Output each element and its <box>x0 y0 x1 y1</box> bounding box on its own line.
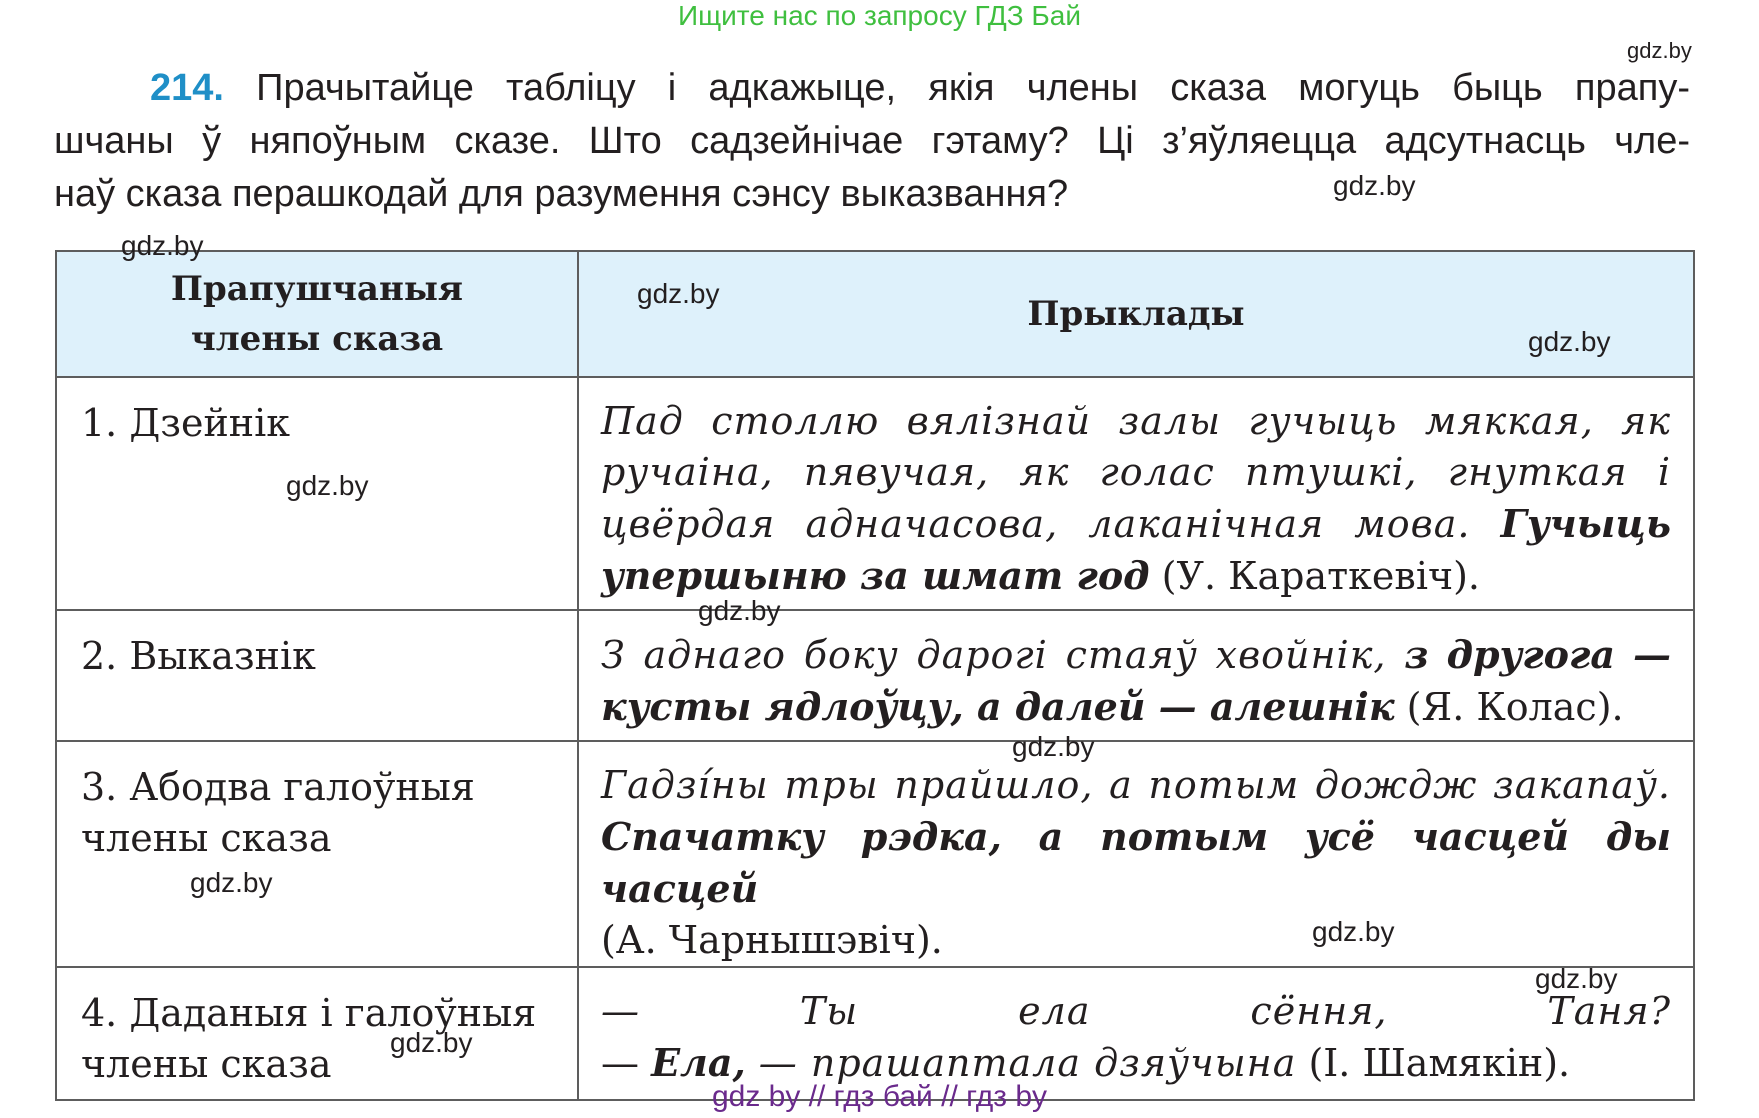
examples-table <box>55 250 1695 1101</box>
watermark: gdz.by <box>1312 916 1395 947</box>
watermark: gdz.by <box>1528 326 1611 357</box>
watermark: gdz.by <box>1333 170 1416 201</box>
watermark: gdz.by <box>1627 38 1692 63</box>
example-source: (У. Караткевіч). <box>1149 554 1480 598</box>
table-row <box>56 741 1694 967</box>
task-number: 214. <box>150 67 224 109</box>
member-cell: 4. Даданыя і галоўныя члены сказа <box>56 967 578 1100</box>
example-source: — <box>600 1041 652 1085</box>
example-text: ручаіна, пявучая, як голас птушкі, гнуткая і <box>600 450 1671 494</box>
member-cell: 2. Выказнік <box>56 610 578 741</box>
example-text: — Ты ела сёння, Таня? <box>600 989 1671 1033</box>
example-line <box>601 498 1671 550</box>
member-cell: 1. Дзейнік <box>56 377 578 610</box>
example-text: упершыню за шмат год <box>600 553 1150 598</box>
example-cell <box>578 610 1694 741</box>
example-line <box>601 396 1671 447</box>
example-source: (Я. Колас). <box>1394 685 1624 729</box>
example-source: (А. Чарнышэвіч). <box>600 918 943 962</box>
example-text: Гадзі́ны тры прайшло, а потым дождж закапаў. <box>600 763 1671 807</box>
header-omitted-members: Прапушчаныя члены сказа <box>56 251 578 377</box>
watermark: gdz.by <box>390 1027 473 1058</box>
watermark: gdz.by <box>1535 963 1618 994</box>
watermark: gdz.by <box>698 595 781 626</box>
example-source: (І. Шамякін). <box>1296 1041 1571 1085</box>
example-cell <box>578 377 1694 610</box>
task-text <box>54 62 1690 221</box>
task-line: шчаны ў няпоўным сказе. Што садзейнічае гэтаму? Ці з’яўляецца адсутнасць чле- <box>54 120 1690 162</box>
example-text: Пад столлю вялізнай залы гучыць мяккая, як <box>600 399 1671 443</box>
example-line <box>601 986 1671 1037</box>
header-examples: Прыклады <box>578 251 1694 377</box>
example-text: з другога — <box>1404 632 1671 677</box>
example-line <box>601 915 1671 966</box>
table-row <box>56 610 1694 741</box>
example-cell <box>578 741 1694 967</box>
watermark: gdz.by <box>286 470 369 501</box>
footer-links[interactable]: gdz by // гдз бай // гдз by <box>711 1080 1048 1113</box>
table-header-row <box>56 251 1694 377</box>
top-banner[interactable]: Ищите нас по запросу ГДЗ Бай <box>677 0 1082 31</box>
example-text: Гучыць <box>1500 501 1671 546</box>
member-cell: 3. Абодва галоўныя члены сказа <box>56 741 578 967</box>
task-line: 214. Прачытайце табліцу і адкажыце, якія члены сказа могуць быць прапу- <box>150 67 1690 109</box>
example-text: Спачатку рэдка, а потым усё часцей ды часцей <box>600 814 1671 911</box>
watermark: gdz.by <box>1012 731 1095 762</box>
example-text: кусты ядлоўцу, а далей — алешнік <box>600 684 1395 729</box>
example-line <box>601 760 1671 811</box>
watermark: gdz.by <box>190 867 273 898</box>
example-text: — прашаптала дзяўчына <box>745 1041 1297 1085</box>
example-text: З аднаго боку дарогі стаяў хвойнік, <box>600 633 1405 677</box>
watermark: gdz.by <box>121 230 204 261</box>
example-line <box>601 629 1671 681</box>
task-line: наў сказа перашкодай для разумення сэнсу выказвання? <box>54 173 1069 215</box>
example-text: цвёрдая адначасова, лаканічная мова. <box>600 502 1501 546</box>
example-text: Ела, <box>651 1040 746 1085</box>
example-line <box>601 447 1671 498</box>
example-line <box>601 681 1671 733</box>
example-line <box>601 811 1671 915</box>
watermark: gdz.by <box>637 278 720 309</box>
